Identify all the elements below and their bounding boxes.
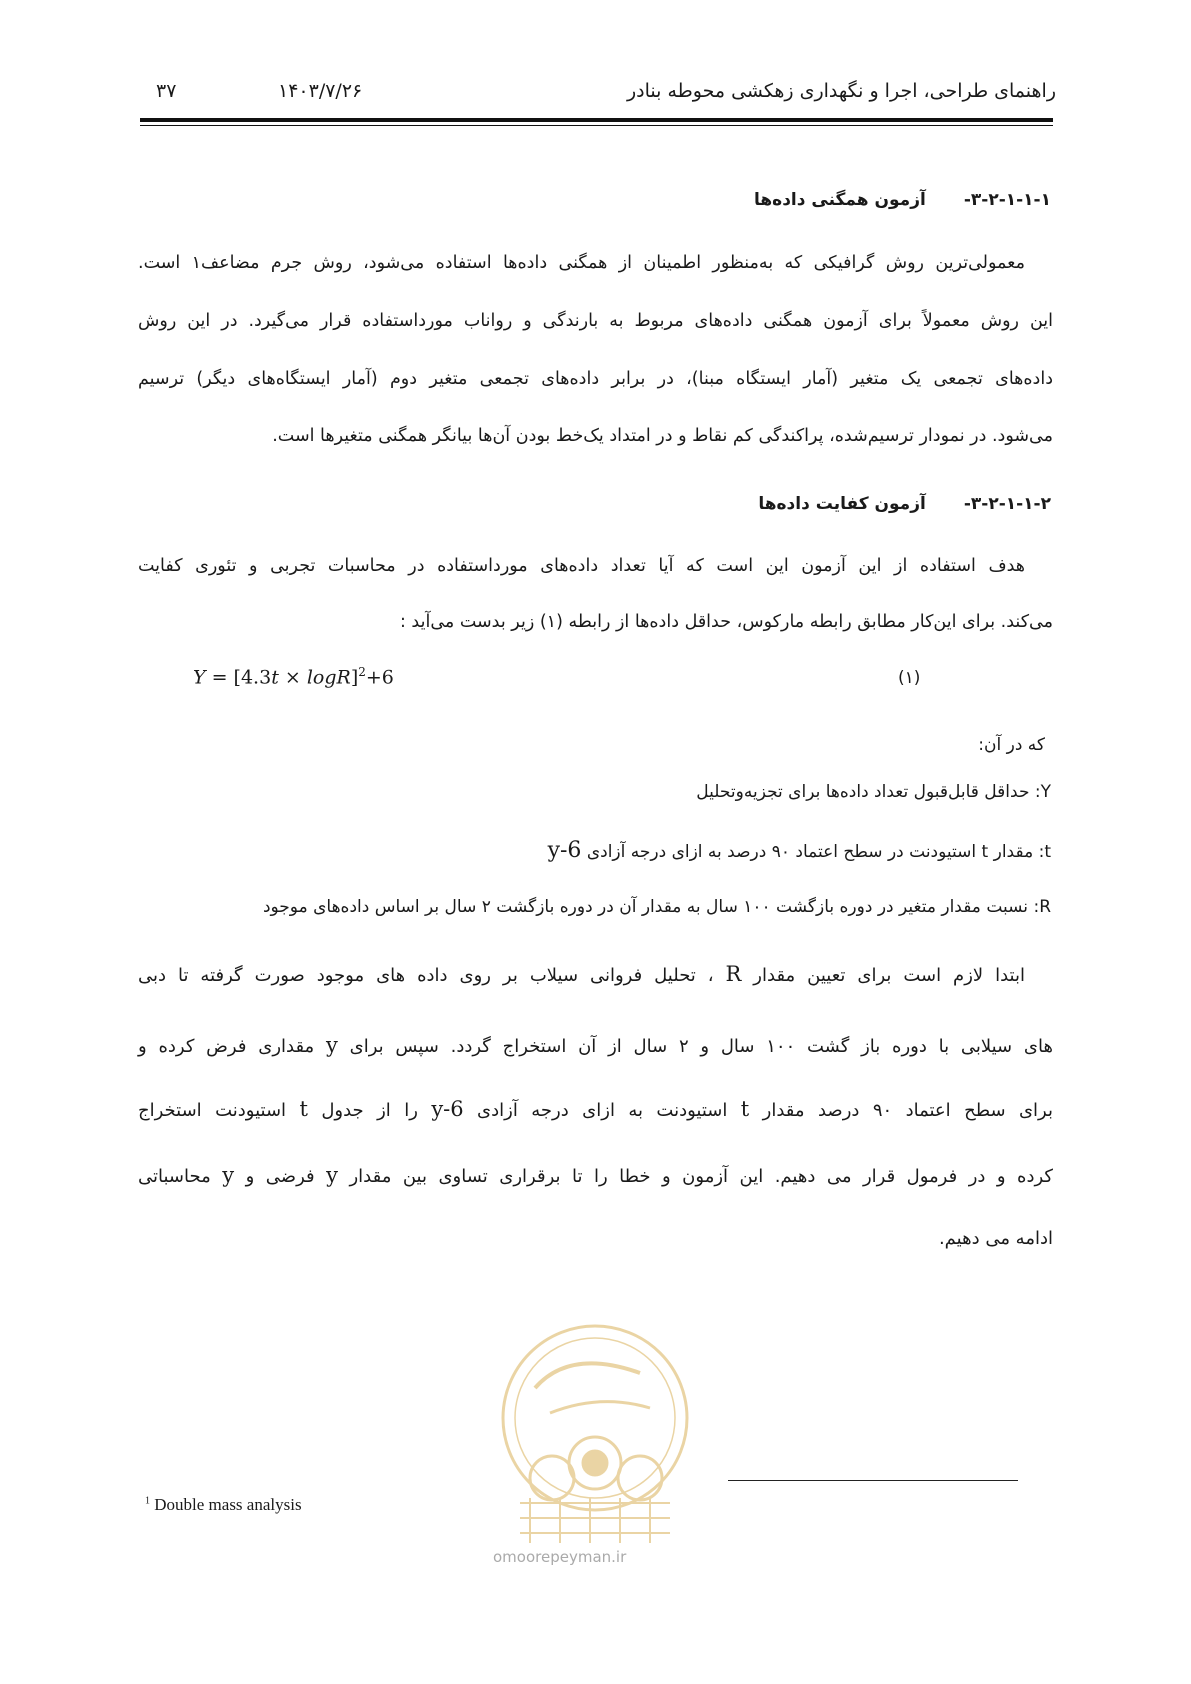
text-run: مقداری فرض کرده و	[138, 1036, 326, 1057]
section-title: آزمون همگنی داده‌ها	[753, 190, 926, 210]
formula-exponent: 2	[358, 665, 366, 679]
footnote-rule	[728, 1480, 1018, 1481]
watermark-site: omoorepeyman.ir	[493, 1548, 627, 1566]
text-run: کرده و در فرمول قرار می دهیم. این آزمون و خطا را تا برقراری تساوی بین مقدار	[337, 1166, 1054, 1187]
paragraph-line: می‌شود. در نمودار ترسیم‌شده، پراکندگی کم نقاط و در امتداد یک‌خط بودن آن‌ها بیانگر همگنی متغیرها است.	[272, 426, 1053, 446]
formula-lhs: Y	[193, 666, 206, 689]
paragraph-line	[138, 1163, 1053, 1187]
definitions-intro: که در آن:	[978, 735, 1045, 755]
text-run: محاسباتی	[138, 1166, 223, 1187]
text-run: t	[740, 1097, 750, 1121]
running-header-title: راهنمای طراحی، اجرا و نگهداری زهکشی محوطه بنادر	[626, 80, 1056, 102]
definition-key: R:	[1033, 897, 1051, 917]
paragraph-line: این روش معمولاً برای آزمون همگنی داده‌های مربوط به بارندگی و رواناب مورداستفاده قرار می‌گیرد. در این روش	[138, 311, 1053, 331]
text-run: را از جدول	[307, 1100, 432, 1121]
section-title: آزمون کفایت داده‌ها	[758, 494, 926, 514]
equation-marcus	[193, 665, 394, 688]
definition-text: مقدار t استیودنت در سطح اعتماد ۹۰ درصد به ازای درجه آزادی	[581, 842, 1039, 862]
formula-t: t	[271, 666, 279, 689]
paragraph-line	[138, 1033, 1053, 1057]
watermark-logo	[490, 1318, 700, 1558]
definition-key: t:	[1038, 842, 1051, 862]
footnote-mark: 1	[145, 1495, 150, 1507]
header-rule	[140, 118, 1053, 126]
text-run: ، تحلیل فروانی سیلاب بر روی داده های موجود صورت گرفته تا دبی	[138, 965, 726, 986]
text-run: y	[222, 1163, 235, 1187]
text-run: های سیلابی با دوره باز گشت ۱۰۰ سال و ۲ سال از آن استخراج گردد. سپس برای	[337, 1036, 1053, 1057]
paragraph-line	[138, 962, 1053, 986]
paragraph-line: داده‌های تجمعی یک متغیر (آمار ایستگاه مبنا)، در برابر داده‌های تجمعی متغیر دوم (آمار ایستگاه‌های دیگر) ترسیم	[138, 369, 1053, 389]
paragraph-line: می‌کند. برای این‌کار مطابق رابطه مارکوس، حداقل داده‌ها از رابطه (۱) زیر بدست می‌آید :	[399, 612, 1053, 632]
formula-log: logR	[306, 666, 351, 689]
text-run: استیودنت استخراج	[138, 1100, 300, 1121]
text-run: y	[325, 1033, 338, 1057]
footnote	[145, 1495, 302, 1515]
paragraph-line: ادامه می دهیم.	[938, 1228, 1053, 1249]
formula-body: = [4.3	[211, 666, 272, 689]
section-heading-homogeneity	[754, 190, 1051, 210]
text-run: ابتدا لازم است برای تعیین مقدار	[741, 965, 1026, 986]
definition-dof: y-6	[547, 838, 582, 863]
paragraph-line: هدف استفاده از این آزمون این است که آیا تعداد داده‌های مورداستفاده در محاسبات تجربی و تئوری کفایت	[138, 556, 1025, 576]
definition-r	[263, 897, 1051, 917]
text-run: t	[299, 1097, 308, 1121]
text-run: استیودنت به ازای درجه آزادی	[463, 1100, 741, 1121]
section-number: ۳-۲-۱-۱-۱-	[963, 190, 1051, 210]
footnote-text: Double mass analysis	[150, 1495, 302, 1514]
text-run: فرضی و	[234, 1166, 327, 1187]
text-run: برای سطح اعتماد ۹۰ درصد مقدار	[749, 1100, 1053, 1121]
definition-y	[696, 782, 1051, 802]
text-run: R	[725, 962, 742, 986]
section-number: ۳-۲-۱-۱-۲-	[963, 494, 1051, 514]
paragraph-line: معمولی‌ترین روش گرافیکی که به‌منظور اطمینان از همگنی داده‌ها استفاده می‌شود، روش جرم مضاعف۱ است.	[138, 253, 1025, 273]
section-heading-adequacy	[758, 494, 1051, 514]
header-date: ۱۴۰۳/۷/۲۶	[278, 80, 363, 102]
formula-times: ×	[278, 666, 307, 689]
text-run: y	[326, 1163, 338, 1187]
equation-number: (۱)	[898, 668, 921, 688]
formula-tail: +6	[365, 666, 394, 689]
page-number: ۳۷	[156, 80, 177, 102]
definition-text: نسبت مقدار متغیر در دوره بازگشت ۱۰۰ سال به مقدار آن در دوره بازگشت ۲ سال بر اساس داده‌های موجود	[262, 897, 1034, 917]
definition-key: Y:	[1034, 782, 1051, 802]
text-run: y-6	[431, 1097, 464, 1121]
paragraph-line	[138, 1097, 1053, 1121]
definition-t	[548, 838, 1051, 863]
formula-close: ]	[350, 666, 359, 689]
definition-text: حداقل قابل‌قبول تعداد داده‌ها برای تجزیه‌وتحلیل	[696, 782, 1035, 802]
